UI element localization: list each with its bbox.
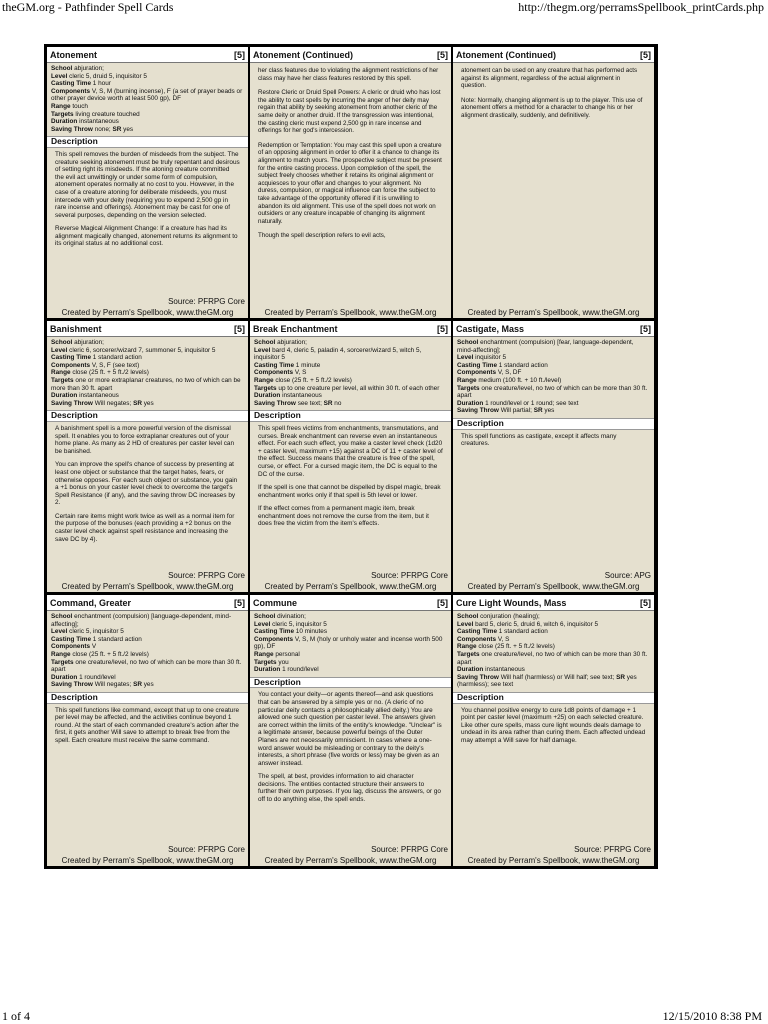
stat-line — [254, 392, 447, 400]
stat-line — [51, 362, 244, 370]
stat-label: Targets — [51, 658, 74, 666]
spell-card — [250, 595, 451, 866]
stat-value: close (25 ft. + 5 ft./2 levels) — [275, 376, 352, 384]
stat-line — [457, 400, 650, 408]
stat-line — [457, 628, 650, 636]
spell-card — [453, 47, 654, 318]
stat-line — [51, 88, 244, 103]
sr-value: yes (harmless); see text — [457, 673, 637, 689]
card-credit: Created by Perram's Spellbook, www.theGM.org — [250, 856, 451, 865]
stat-label: School — [457, 339, 479, 346]
stat-label: Range — [51, 650, 71, 658]
stat-line — [254, 666, 447, 674]
stat-value: cleric 6, sorcerer/wizard 7, summoner 5, inquisitor 5 — [69, 346, 216, 354]
card-title-bar — [250, 321, 451, 337]
stat-line — [457, 377, 650, 385]
stat-line — [51, 613, 244, 628]
card-credit: Created by Perram's Spellbook, www.theGM.org — [47, 308, 248, 317]
sr-label: SR — [533, 407, 543, 415]
spell-card — [47, 47, 248, 318]
stat-line — [51, 659, 244, 674]
description-paragraph: This spell functions as castigate, except it affects many creatures. — [461, 432, 617, 448]
stat-value: enchantment (compulsion) [language-dependent, mind-affecting]; — [51, 613, 232, 628]
stat-label: Casting Time — [254, 628, 295, 636]
card-title-bar — [250, 47, 451, 63]
sr-value: yes — [143, 681, 154, 689]
card-source: Source: PFRPG Core — [168, 571, 245, 580]
stat-value: up to one creature per level, all within 30 ft. of each other — [278, 384, 440, 392]
description-paragraph: Reverse Magical Alignment Change: If a creature has had its alignment magically changed, atonement returns its alignment to its original status at no additional cost. — [55, 225, 238, 248]
spell-name: Break Enchantment — [253, 323, 338, 334]
stat-value: none; — [94, 125, 111, 133]
stat-line — [51, 354, 244, 362]
description-paragraph: her class features due to violating the alignment restrictions of her class may have her class features restored by this spell. — [258, 67, 439, 82]
stat-label: Level — [51, 628, 68, 636]
description-paragraph: You can improve the spell's chance of success by presenting at least one object or substance that the target hates, fears, or otherwise opposes. For each such object or substance, you gain a +1 bonus on your caster level check to overcome the target's Spell Resistance (if any), and the saving throw DC increases by 2. — [55, 461, 238, 507]
stat-label: Saving Throw — [457, 407, 499, 415]
description-paragraph: atonement can be used on any creature that has performed acts against its alignment, regardless of the actual alignment in question. — [461, 67, 638, 90]
stat-line — [457, 407, 650, 415]
description-paragraph: Certain rare items might work twice as well as a normal item for the purpose of the bonuses (each providing a +2 bonus on the caster level check against spell resistance and increasing the save DC by 4). — [55, 512, 235, 543]
stat-line — [457, 362, 650, 370]
description-paragraph: This spell functions like command, except that up to one creature per level may be affected, and the activities continue beyond 1 round. At the start of each commanded creature's action after the first, it gets another Will save to attempt to break free from the spell. Each creature must receive the same command. — [55, 706, 240, 744]
stat-value: abjuration; — [74, 65, 104, 72]
spell-card — [453, 321, 654, 592]
description-paragraph: This spell frees victims from enchantments, transmutations, and curses. Break enchantment can reverse even an instantaneous effect. For each such effect, you make a caster level check (1d20 + caster level, maximum +15) against a DC of 11 + caster level of the effect. Success means that the creature is free of the spell, curse, or effect. For a cursed magic item, the DC is equal to the DC of the curse. — [258, 424, 443, 478]
stat-line — [51, 126, 244, 134]
stat-label: Saving Throw — [254, 399, 296, 407]
stat-label: School — [51, 613, 73, 620]
stat-value: V, S, M (holy or unholy water and incense worth 500 gp), DF — [254, 635, 443, 651]
spell-name: Command, Greater — [50, 597, 132, 608]
spell-card — [47, 595, 248, 866]
stat-label: Components — [254, 369, 294, 377]
stat-label: Range — [51, 369, 71, 377]
stat-value: close (25 ft. + 5 ft./2 levels) — [72, 369, 149, 377]
stat-line — [457, 666, 650, 674]
spell-card — [250, 321, 451, 592]
stat-value: close (25 ft. + 5 ft./2 levels) — [72, 650, 149, 658]
stat-value: V — [91, 643, 97, 651]
spell-level-badge: [5] — [640, 323, 651, 334]
stat-label: Targets — [51, 376, 74, 384]
stat-label: Components — [51, 361, 91, 369]
stat-value: 10 minutes — [295, 628, 328, 636]
spell-level-badge: [5] — [640, 49, 651, 60]
card-credit: Created by Perram's Spellbook, www.theGM.org — [47, 856, 248, 865]
stat-label: Duration — [51, 118, 78, 126]
description-paragraph: Note: Normally, changing alignment is up to the player. This use of atonement offers a method for a character to change his or her alignment drastically, suddenly, and definitively. — [461, 96, 643, 119]
stat-label: Targets — [254, 384, 277, 392]
stat-value: V, S, M (burning incense), F (a set of prayer beads or other prayer device worth at least 500 gp), DF — [51, 87, 243, 103]
stat-value: cleric 5, druid 5, inquisitor 5 — [69, 72, 147, 80]
spell-level-badge: [5] — [234, 49, 245, 60]
description-paragraph: Redemption or Temptation: You may cast this spell upon a creature of an opposing alignment in order to offer it a chance to change its alignment to match yours. The prospective subject must be present for the entire casting process. Upon completion of the spell, the subject freely chooses whether it retains its original alignment or acquiesces to your offer and changes to your alignment. No duress, compulsion, or magical influence can force the subject to take advantage of the opportunity offered if it is unwilling to abandon its old alignment. This use of the spell does not work on outsiders or any creature incapable of changing its alignment naturally. — [258, 141, 442, 225]
continued-text — [250, 63, 451, 240]
stat-line — [457, 385, 650, 400]
card-credit: Created by Perram's Spellbook, www.theGM.org — [250, 582, 451, 591]
stat-value: V, S, DF — [497, 369, 522, 377]
page-header-title: theGM.org - Pathfinder Spell Cards — [2, 0, 174, 14]
sr-value: yes — [143, 399, 154, 407]
card-credit: Created by Perram's Spellbook, www.theGM.org — [250, 308, 451, 317]
stat-value: medium (100 ft. + 10 ft./level) — [478, 376, 562, 384]
spell-level-badge: [5] — [640, 597, 651, 608]
stat-line — [457, 651, 650, 666]
stat-label: Saving Throw — [457, 673, 499, 681]
stat-label: Components — [457, 635, 497, 643]
stat-label: Saving Throw — [51, 399, 93, 407]
stat-value: see text; — [297, 399, 322, 407]
stat-line — [51, 118, 244, 126]
stat-line — [51, 339, 244, 347]
spell-name: Cure Light Wounds, Mass — [456, 597, 567, 608]
stat-line — [457, 369, 650, 377]
stat-value: living creature touched — [75, 110, 140, 118]
description-paragraph: If the effect comes from a permanent magic item, break enchantment does not remove the curse from the item, but it does free the victim from the item's effects. — [258, 505, 429, 528]
stat-label: Level — [457, 620, 474, 628]
stat-label: Components — [51, 87, 91, 95]
stat-value: instantaneous — [485, 666, 525, 674]
description-heading: Description — [250, 410, 451, 422]
stat-label: Level — [457, 354, 474, 362]
stat-label: Casting Time — [51, 354, 92, 362]
stat-line — [51, 111, 244, 119]
stat-line — [51, 65, 244, 73]
stat-value: 1 round/level — [79, 673, 116, 681]
stat-value: Will half (harmless) or Will half; see text; — [500, 673, 615, 681]
description-heading: Description — [250, 677, 451, 689]
spell-name: Atonement — [50, 49, 97, 60]
stat-label: School — [254, 339, 276, 346]
stat-line — [254, 369, 447, 377]
stat-label: Targets — [457, 650, 480, 658]
spell-stats — [250, 611, 451, 804]
stat-line — [457, 643, 650, 651]
card-credit: Created by Perram's Spellbook, www.theGM.org — [453, 582, 654, 591]
stat-label: Saving Throw — [51, 681, 93, 689]
sr-value: no — [334, 399, 342, 407]
stat-label: Targets — [457, 384, 480, 392]
card-title-bar — [250, 595, 451, 611]
stat-line — [254, 347, 447, 362]
description-paragraph: A banishment spell is a more powerful version of the dismissal spell. It enables you to force extraplanar creatures out of your home plane. As many as 2 HD of creatures per caster level can be banished. — [55, 424, 235, 455]
stat-line — [254, 628, 447, 636]
stat-label: School — [51, 65, 73, 72]
stat-value: abjuration; — [277, 339, 307, 346]
spell-name: Atonement (Continued) — [253, 49, 353, 60]
stat-label: Components — [51, 643, 91, 651]
stat-value: one creature/level, no two of which can be more than 30 ft. apart — [51, 658, 242, 674]
spell-stats — [47, 63, 248, 248]
stat-label: Duration — [51, 392, 78, 400]
sr-label: SR — [133, 399, 142, 407]
stat-value: abjuration; — [74, 339, 104, 346]
stat-value: one creature/level, no two of which can be more than 30 ft. apart — [457, 650, 648, 666]
spell-card — [250, 47, 451, 318]
card-credit: Created by Perram's Spellbook, www.theGM.org — [47, 582, 248, 591]
sr-value: yes — [123, 125, 134, 133]
card-title-bar — [47, 47, 248, 63]
stat-value: instantaneous — [79, 118, 119, 126]
stat-value: V, S — [497, 635, 510, 643]
spell-card-sheet — [44, 44, 658, 869]
card-source: Source: PFRPG Core — [371, 845, 448, 854]
card-title-bar — [453, 321, 654, 337]
stat-value: touch — [72, 102, 88, 110]
sr-value: yes — [544, 407, 555, 415]
description-heading: Description — [47, 410, 248, 422]
stat-line — [457, 621, 650, 629]
stat-value: 1 round/level — [282, 666, 319, 674]
stat-value: cleric 5, inquisitor 5 — [272, 620, 327, 628]
spell-stats — [453, 611, 654, 745]
card-credit: Created by Perram's Spellbook, www.theGM.org — [453, 308, 654, 317]
stat-label: School — [457, 613, 479, 620]
stat-line — [254, 613, 447, 621]
description-paragraph: You channel positive energy to cure 1d8 points of damage + 1 point per caster level (maximum +25) on each selected creature. Like other cure spells, mass cure light wounds deals damage to undead in its area rather than curing them. Each affected undead may attempt a Will save for half damage. — [461, 706, 646, 744]
stat-value: one or more extraplanar creatures, no two of which can be more than 30 ft. apart — [51, 376, 241, 392]
stat-value: Will negates; — [94, 399, 132, 407]
stat-line — [254, 362, 447, 370]
stat-label: Casting Time — [51, 635, 92, 643]
stat-label: Range — [457, 376, 477, 384]
stat-line — [51, 377, 244, 392]
card-title-bar — [453, 595, 654, 611]
stat-line — [254, 621, 447, 629]
stat-label: Level — [51, 72, 68, 80]
spell-level-badge: [5] — [437, 323, 448, 334]
stat-label: Targets — [254, 658, 277, 666]
page-number: 1 of 4 — [2, 1009, 30, 1023]
stat-line — [51, 347, 244, 355]
print-timestamp: 12/15/2010 8:38 PM — [662, 1009, 762, 1023]
stat-label: Duration — [254, 666, 281, 674]
spell-name: Atonement (Continued) — [456, 49, 556, 60]
stat-line — [254, 385, 447, 393]
stat-label: Level — [51, 346, 68, 354]
spell-card — [453, 595, 654, 866]
spell-level-badge: [5] — [234, 597, 245, 608]
stat-line — [51, 643, 244, 651]
card-source: Source: PFRPG Core — [574, 845, 651, 854]
stat-line — [51, 636, 244, 644]
spell-name: Commune — [253, 597, 298, 608]
stat-label: Range — [457, 643, 477, 651]
stat-value: V, S — [294, 369, 307, 377]
stat-value: enchantment (compulsion) [fear, language-dependent, mind-affecting]; — [457, 339, 634, 354]
stat-value: Will negates; — [94, 681, 132, 689]
stat-label: Duration — [457, 666, 484, 674]
stat-line — [51, 628, 244, 636]
spell-stats — [47, 337, 248, 543]
spell-level-badge: [5] — [234, 323, 245, 334]
description-paragraph: Though the spell description refers to evil acts, — [258, 232, 386, 240]
stat-label: Duration — [51, 673, 78, 681]
spell-level-badge: [5] — [437, 49, 448, 60]
card-title-bar — [47, 321, 248, 337]
stat-line — [254, 651, 447, 659]
card-source: Source: PFRPG Core — [168, 297, 245, 306]
stat-value: 1 standard action — [498, 361, 548, 369]
description-heading: Description — [453, 418, 654, 430]
stat-label: Components — [254, 635, 294, 643]
stat-label: Range — [254, 650, 274, 658]
stat-line — [51, 392, 244, 400]
stat-label: Casting Time — [254, 361, 295, 369]
stat-line — [254, 636, 447, 651]
sr-label: SR — [616, 673, 625, 681]
description-heading: Description — [47, 692, 248, 704]
stat-value: divination; — [277, 613, 306, 620]
stat-line — [254, 659, 447, 667]
spell-name: Castigate, Mass — [456, 323, 525, 334]
stat-value: instantaneous — [282, 392, 322, 400]
description-heading: Description — [47, 136, 248, 148]
stat-value: inquisitor 5 — [475, 354, 507, 362]
stat-value: Will partial; — [500, 407, 532, 415]
card-source: Source: APG — [604, 571, 651, 580]
stat-line — [254, 339, 447, 347]
stat-line — [51, 103, 244, 111]
stat-value: bard 4, cleric 5, paladin 4, sorcerer/wizard 5, witch 5, inquisitor 5 — [254, 346, 422, 362]
stat-label: School — [51, 339, 73, 346]
stat-line — [457, 674, 650, 689]
spell-stats — [250, 337, 451, 528]
stat-line — [457, 613, 650, 621]
stat-line — [457, 354, 650, 362]
stat-line — [51, 369, 244, 377]
stat-label: Casting Time — [457, 628, 498, 636]
stat-line — [51, 651, 244, 659]
stat-value: 1 hour — [92, 80, 111, 88]
stat-label: School — [254, 613, 276, 620]
stat-label: Duration — [457, 399, 484, 407]
stat-label: Saving Throw — [51, 125, 93, 133]
stat-value: 1 standard action — [92, 635, 142, 643]
stat-value: conjuration (healing); — [480, 613, 540, 620]
stat-label: Duration — [254, 392, 281, 400]
stat-value: close (25 ft. + 5 ft./2 levels) — [478, 643, 555, 651]
card-title-bar — [453, 47, 654, 63]
stat-value: personal — [275, 650, 300, 658]
stat-value: bard 5, cleric 5, druid 6, witch 6, inquisitor 5 — [475, 620, 599, 628]
stat-label: Casting Time — [51, 80, 92, 88]
stat-value: 1 standard action — [92, 354, 142, 362]
description-paragraph: The spell, at best, provides information to aid character decisions. The entities contacted structure their answers to further their own purposes. If you lag, discuss the answers, or go off to do anything else, the spell ends. — [258, 773, 441, 804]
description-paragraph: Restore Cleric or Druid Spell Powers: A cleric or druid who has lost the ability to cast spells by incurring the anger of her deity may regain that ability by seeking atonement from another cleric of the same deity or another druid. If the transgression was intentional, the casting cleric must expend 2,500 gp in rare incense and offerings for her god's intercession. — [258, 89, 441, 135]
continued-text — [453, 63, 654, 120]
stat-label: Level — [254, 620, 271, 628]
sr-label: SR — [112, 125, 122, 133]
stat-line — [457, 636, 650, 644]
stat-label: Casting Time — [457, 361, 498, 369]
stat-label: Targets — [51, 110, 74, 118]
spell-stats — [47, 611, 248, 745]
stat-label: Level — [254, 346, 271, 354]
spell-card — [47, 321, 248, 592]
description-paragraph: If the spell is one that cannot be dispelled by dispel magic, break enchantment works only if that spell is 5th level or lower. — [258, 484, 441, 499]
stat-value: one creature/level, no two of which can be more than 30 ft. apart — [457, 384, 648, 400]
sr-label: SR — [323, 399, 333, 407]
card-title-bar — [47, 595, 248, 611]
stat-label: Components — [457, 369, 497, 377]
stat-line — [457, 339, 650, 354]
page-header-url: http://thegm.org/perramsSpellbook_printCards.php — [518, 0, 764, 14]
stat-value: 1 standard action — [498, 628, 548, 636]
spell-stats — [453, 337, 654, 448]
stat-line — [51, 674, 244, 682]
stat-line — [254, 400, 447, 408]
stat-label: Range — [51, 102, 71, 110]
spell-level-badge: [5] — [437, 597, 448, 608]
card-source: Source: PFRPG Core — [168, 845, 245, 854]
stat-value: V, S, F (see text) — [91, 361, 140, 369]
description-heading: Description — [453, 692, 654, 704]
card-source: Source: PFRPG Core — [371, 571, 448, 580]
stat-line — [51, 73, 244, 81]
spell-name: Banishment — [50, 323, 102, 334]
stat-value: 1 round/level or 1 round; see text — [485, 399, 579, 407]
sr-label: SR — [133, 681, 142, 689]
stat-line — [51, 400, 244, 408]
stat-label: Range — [254, 376, 274, 384]
stat-value: you — [278, 658, 289, 666]
stat-value: cleric 5, inquisitor 5 — [69, 628, 124, 636]
stat-value: instantaneous — [79, 392, 119, 400]
stat-line — [254, 377, 447, 385]
card-credit: Created by Perram's Spellbook, www.theGM.org — [453, 856, 654, 865]
stat-line — [51, 681, 244, 689]
stat-value: 1 minute — [295, 361, 321, 369]
description-paragraph: This spell removes the burden of misdeeds from the subject. The creature seeking atonement must be truly repentant and desirous of setting right its misdeeds. If the atoning creature committed the evil act unwittingly or under some form of compulsion, atonement operates normally at no cost to you. However, in the case of a creature atoning for deliberate misdeeds, you must intercede with your deity (requiring you to expend 2,500 gp in rare incense and offerings). Atonement may be cast for one of several purposes, depending on the version selected. — [55, 150, 240, 219]
description-paragraph: You contact your deity—or agents thereof—and ask questions that can be answered by a simple yes or no. (A cleric of no particular deity contacts a philosophically allied deity.) You are allowed one such question per caster level. The answers given are correct within the limits of the entity's knowledge. "Unclear" is a legitimate answer, because powerful beings of the Outer Planes are not necessarily omniscient. In cases where a one-word answer would be misleading or contrary to the deity's interests, a short phrase (five words or less) may be given as an answer instead. — [258, 691, 442, 767]
stat-line — [51, 80, 244, 88]
